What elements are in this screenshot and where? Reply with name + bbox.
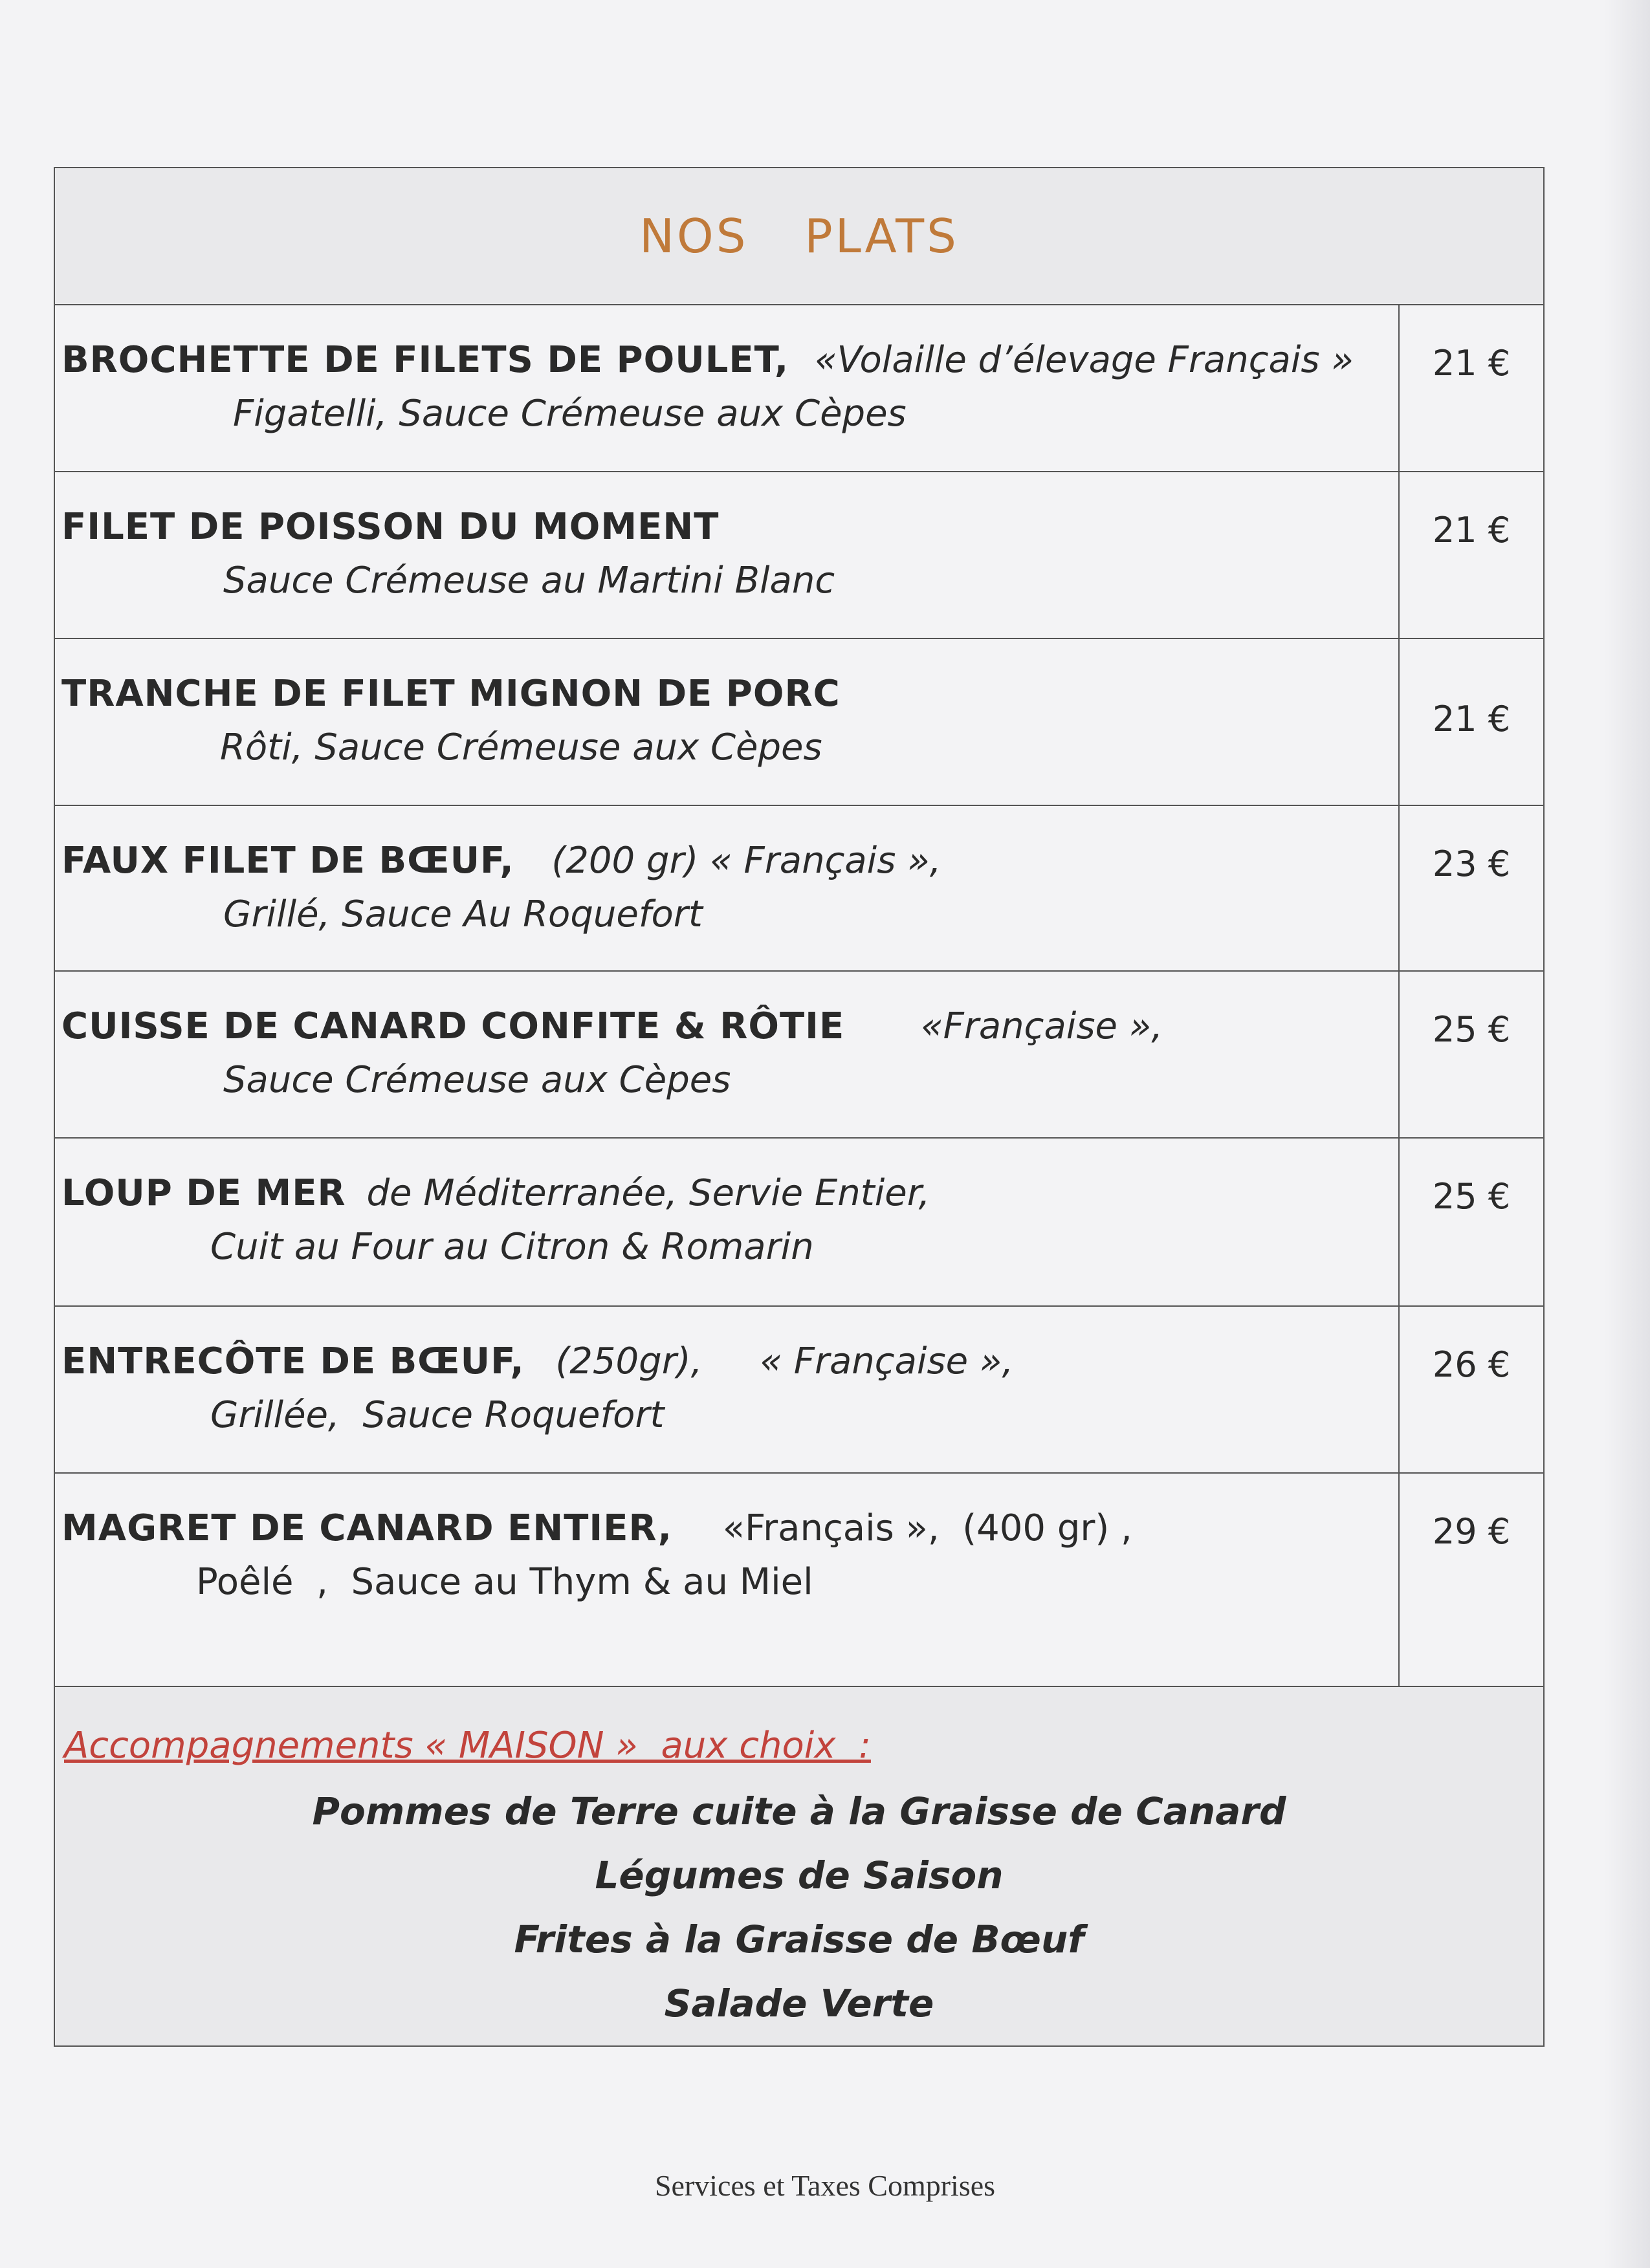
sides-title: Accompagnements « MAISON » aux choix : bbox=[64, 1725, 871, 1767]
dish-description-cell bbox=[55, 472, 1400, 638]
menu-header bbox=[55, 168, 1543, 305]
dish-note: «Volaille d’élevage Français » bbox=[814, 339, 1354, 381]
side-item: Frites à la Graisse de Bœuf bbox=[514, 1917, 1084, 1961]
dish-row bbox=[55, 1139, 1543, 1307]
dish-name: FILET DE POISSON DU MOMENT bbox=[61, 506, 720, 548]
dish-description-cell bbox=[55, 806, 1400, 970]
dish-row bbox=[55, 305, 1543, 472]
dish-description-cell bbox=[55, 1139, 1400, 1305]
dish-price: 29 € bbox=[1432, 1511, 1511, 1552]
dish-price: 23 € bbox=[1432, 844, 1511, 884]
dish-title-line bbox=[61, 673, 841, 715]
dish-name: FAUX FILET DE BŒUF, bbox=[61, 840, 514, 882]
dish-note: «Français », (400 gr) , bbox=[722, 1507, 1132, 1549]
dish-title-line bbox=[61, 506, 719, 548]
footer-note: Services et Taxes Comprises bbox=[654, 2169, 996, 2202]
dish-price-cell bbox=[1400, 972, 1543, 1137]
dish-price-cell bbox=[1400, 1139, 1543, 1305]
dish-subtitle: Sauce Crémeuse aux Cèpes bbox=[223, 1059, 731, 1101]
dish-note: de Méditerranée, Servie Entier, bbox=[366, 1172, 930, 1214]
dish-title-line bbox=[61, 1340, 1013, 1382]
dish-price-cell bbox=[1400, 806, 1543, 970]
dish-subtitle: Sauce Crémeuse au Martini Blanc bbox=[223, 560, 835, 602]
dish-title-line bbox=[61, 1172, 930, 1214]
dish-name: BROCHETTE DE FILETS DE POULET, bbox=[61, 339, 789, 381]
dish-description-cell bbox=[55, 305, 1400, 471]
dish-row bbox=[55, 1307, 1543, 1474]
dish-name: MAGRET DE CANARD ENTIER, bbox=[61, 1507, 672, 1549]
dish-description-cell bbox=[55, 639, 1400, 805]
dish-title-line bbox=[61, 1005, 1163, 1047]
dish-note: (250gr), « Française », bbox=[555, 1340, 1014, 1382]
dish-description-cell bbox=[55, 1474, 1400, 1686]
dish-name: TRANCHE DE FILET MIGNON DE PORC bbox=[61, 673, 841, 715]
menu-table bbox=[54, 167, 1545, 2047]
dish-subtitle: Poêlé , Sauce au Thym & au Miel bbox=[196, 1561, 813, 1603]
side-item: Pommes de Terre cuite à la Graisse de Canard bbox=[312, 1789, 1286, 1833]
dish-price-cell bbox=[1400, 639, 1543, 805]
dish-title-line bbox=[61, 339, 1354, 381]
dish-price-cell bbox=[1400, 305, 1543, 471]
dish-price: 25 € bbox=[1432, 1176, 1511, 1217]
dish-subtitle: Cuit au Four au Citron & Romarin bbox=[210, 1226, 814, 1268]
dish-description-cell bbox=[55, 972, 1400, 1137]
menu-title: NOS PLATS bbox=[639, 209, 959, 263]
dish-subtitle: Grillée, Sauce Roquefort bbox=[210, 1394, 665, 1436]
dish-row bbox=[55, 1474, 1543, 1687]
side-item: Légumes de Saison bbox=[595, 1853, 1004, 1897]
dish-note: «Française », bbox=[921, 1005, 1163, 1047]
dish-price: 25 € bbox=[1432, 1009, 1511, 1050]
dish-price-cell bbox=[1400, 472, 1543, 638]
dish-name: CUISSE DE CANARD CONFITE & RÔTIE bbox=[61, 1005, 845, 1047]
dish-row bbox=[55, 806, 1543, 972]
dish-subtitle: Grillé, Sauce Au Roquefort bbox=[223, 893, 703, 935]
dish-price: 21 € bbox=[1432, 699, 1511, 739]
dish-title-line bbox=[61, 840, 941, 882]
dish-price: 21 € bbox=[1432, 510, 1511, 551]
sides-section bbox=[55, 1687, 1543, 2045]
dish-subtitle: Figatelli, Sauce Crémeuse aux Cèpes bbox=[233, 393, 907, 435]
dish-price-cell bbox=[1400, 1307, 1543, 1472]
dish-name: ENTRECÔTE DE BŒUF, bbox=[61, 1340, 525, 1382]
dish-price: 26 € bbox=[1432, 1344, 1511, 1385]
dish-row bbox=[55, 639, 1543, 806]
dish-title-line bbox=[61, 1507, 1132, 1549]
dish-price: 21 € bbox=[1432, 343, 1511, 384]
dish-description-cell bbox=[55, 1307, 1400, 1472]
dish-name: LOUP DE MER bbox=[61, 1172, 346, 1214]
dish-row bbox=[55, 972, 1543, 1139]
dish-price-cell bbox=[1400, 1474, 1543, 1686]
dish-note: (200 gr) « Français », bbox=[551, 840, 941, 882]
dish-subtitle: Rôti, Sauce Crémeuse aux Cèpes bbox=[220, 726, 822, 769]
side-item: Salade Verte bbox=[664, 1981, 934, 2025]
dish-row bbox=[55, 472, 1543, 639]
page-edge bbox=[1605, 0, 1650, 2268]
